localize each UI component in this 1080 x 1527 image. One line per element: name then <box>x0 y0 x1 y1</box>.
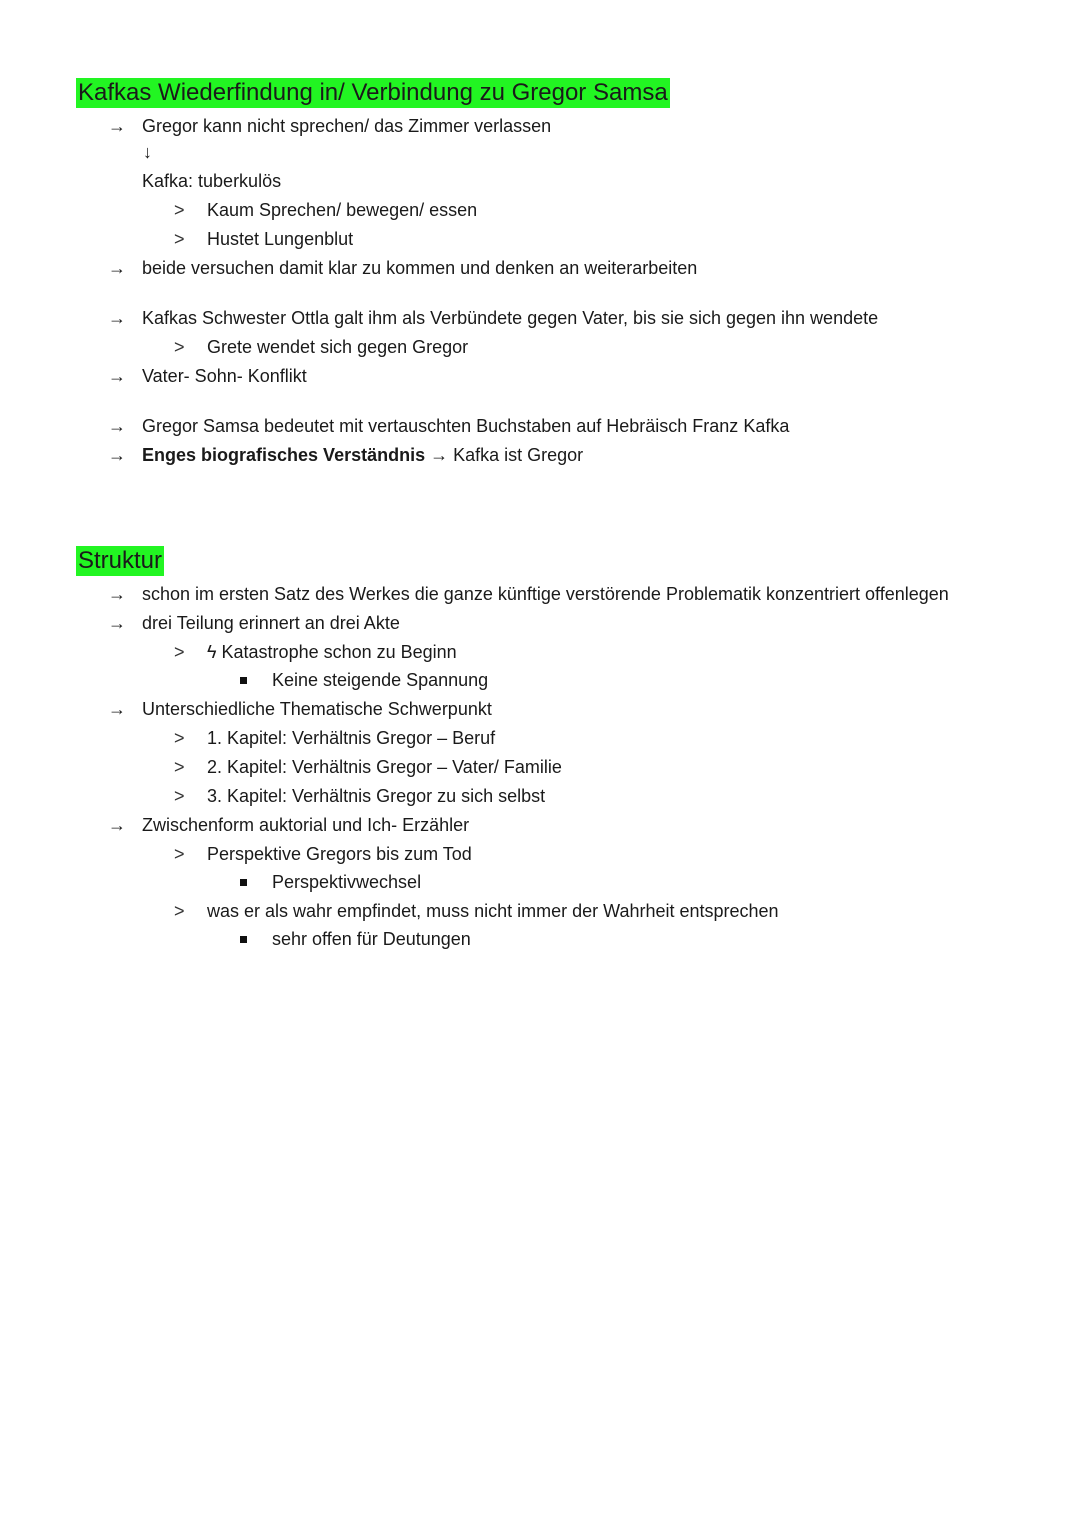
list-subsubitem: Keine steigende Spannung <box>272 670 489 690</box>
arrow-icon: → <box>108 613 126 633</box>
list-item: drei Teilung erinnert an drei Akte <box>142 613 400 633</box>
list-item: Unterschiedliche Thematische Schwerpunkt <box>142 699 492 719</box>
gt-bullet-icon: > <box>174 642 185 662</box>
arrow-icon: → <box>108 366 126 386</box>
list-subsubitem: sehr offen für Deutungen <box>272 929 471 949</box>
gt-bullet-icon: > <box>174 200 185 220</box>
list-subitem: 3. Kapitel: Verhältnis Gregor zu sich selbst <box>207 786 546 806</box>
list-subitem: 2. Kapitel: Verhältnis Gregor – Vater/ Familie <box>207 757 562 777</box>
arrow-icon: → <box>108 258 126 278</box>
list-subitem: ϟ Katastrophe schon zu Beginn <box>207 642 457 662</box>
bold-phrase: Enges biografisches Verständnis <box>142 445 426 465</box>
phrase-rest: → Kafka ist Gregor <box>425 445 584 465</box>
gt-bullet-icon: > <box>174 757 185 777</box>
list-item <box>142 443 583 467</box>
arrow-icon: → <box>108 699 126 719</box>
square-bullet-icon <box>240 677 247 684</box>
gt-bullet-icon: > <box>174 786 185 806</box>
list-item: Vater- Sohn- Konflikt <box>142 366 307 386</box>
arrow-icon: → <box>108 308 126 328</box>
list-subitem: Kaum Sprechen/ bewegen/ essen <box>207 200 478 220</box>
arrow-icon: → <box>108 445 126 465</box>
gt-bullet-icon: > <box>174 901 185 921</box>
list-subitem: Hustet Lungenblut <box>207 229 354 249</box>
list-item: Gregor Samsa bedeutet mit vertauschten Buchstaben auf Hebräisch Franz Kafka <box>142 416 790 436</box>
down-arrow-icon: ↓ <box>143 142 152 162</box>
arrow-icon: → <box>108 116 126 136</box>
list-subitem: 1. Kapitel: Verhältnis Gregor – Beruf <box>207 728 496 748</box>
square-bullet-icon <box>240 879 247 886</box>
list-subsubitem-row <box>0 870 1080 894</box>
list-item: Zwischenform auktorial und Ich- Erzähler <box>142 815 470 835</box>
list-subsubitem-row <box>0 668 1080 692</box>
gt-bullet-icon: > <box>174 728 185 748</box>
list-item: Kafkas Schwester Ottla galt ihm als Verbündete gegen Vater, bis sie sich gegen ihn wendete <box>142 308 879 328</box>
list-item: Gregor kann nicht sprechen/ das Zimmer verlassen <box>142 116 552 136</box>
section-heading-kafka: Kafkas Wiederfindung in/ Verbindung zu Gregor Samsa <box>78 79 668 106</box>
list-subitem: was er als wahr empfindet, muss nicht immer der Wahrheit entsprechen <box>207 901 779 921</box>
square-bullet-icon <box>240 936 247 943</box>
section-heading-struktur: Struktur <box>78 547 163 574</box>
arrow-icon: → <box>108 416 126 436</box>
list-subitem: Grete wendet sich gegen Gregor <box>207 337 469 357</box>
arrow-icon: → <box>108 815 126 835</box>
list-item: schon im ersten Satz des Werkes die ganze künftige verstörende Problematik konzentriert offenlegen <box>142 584 949 604</box>
list-subitem: Perspektive Gregors bis zum Tod <box>207 844 472 864</box>
gt-bullet-icon: > <box>174 337 185 357</box>
arrow-icon: → <box>108 584 126 604</box>
list-subsubitem: Perspektivwechsel <box>272 872 422 892</box>
gt-bullet-icon: > <box>174 229 185 249</box>
list-item: Kafka: tuberkulös <box>142 171 282 191</box>
gt-bullet-icon: > <box>174 844 185 864</box>
list-item: beide versuchen damit klar zu kommen und denken an weiterarbeiten <box>142 258 698 278</box>
list-subsubitem-row <box>0 927 1080 951</box>
